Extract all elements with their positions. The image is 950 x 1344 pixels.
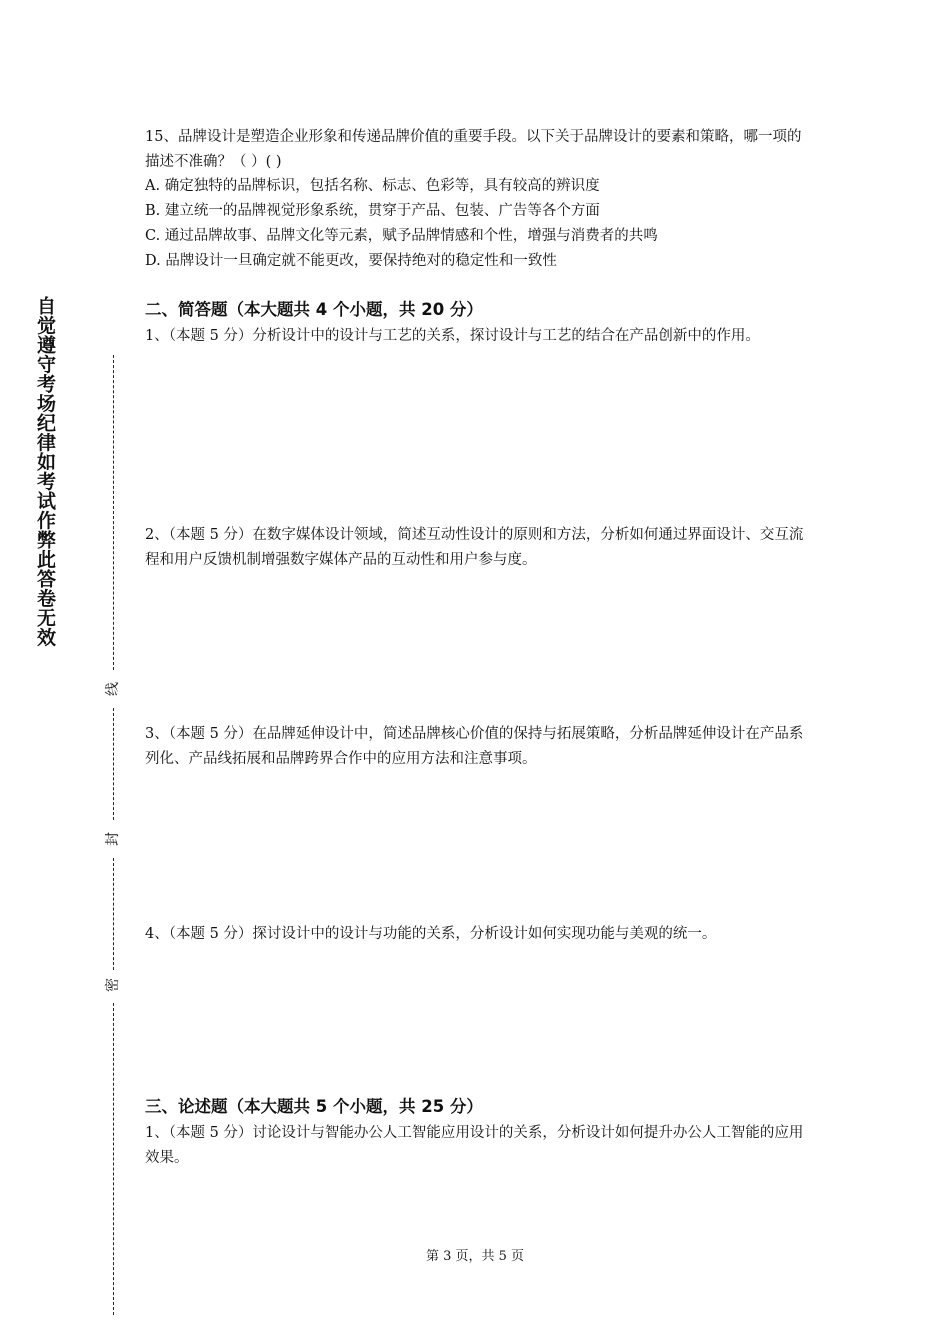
page-number: 第 3 页，共 5 页 xyxy=(425,1249,525,1264)
q15-option-a: A. 确定独特的品牌标识，包括名称、标志、色彩等，具有较高的辨识度 xyxy=(145,178,600,194)
exam-discipline-notice: 自觉遵守考场纪律如考试作弊此答卷无效 xyxy=(34,296,56,647)
seal-dashed-line xyxy=(113,355,114,670)
q15-stem: 15、品牌设计是塑造企业形象和传递品牌价值的重要手段。以下关于品牌设计的要素和策略，哪一项的描述不准确？（ ）( ) xyxy=(145,129,802,170)
section2-question-4: 4、（本题 5 分）探讨设计中的设计与功能的关系，分析设计如何实现功能与美观的统一。 xyxy=(145,926,717,942)
section2-heading: 二、简答题（本大题共 4 个小题，共 20 分） xyxy=(145,300,483,319)
q15-option-b: B. 建立统一的品牌视觉形象系统，贯穿于产品、包装、广告等各个方面 xyxy=(145,203,600,219)
section2-question-3: 3、（本题 5 分）在品牌延伸设计中，简述品牌核心价值的保持与拓展策略，分析品牌延伸设计在产品系列化、产品线拓展和品牌跨界合作中的应用方法和注意事项。 xyxy=(145,726,804,767)
section3-question-1: 1、（本题 5 分）讨论设计与智能办公人工智能应用设计的关系，分析设计如何提升办公人工智能的应用效果。 xyxy=(145,1125,804,1166)
seal-seal-char: 封 xyxy=(105,832,121,846)
seal-dashed-line xyxy=(113,708,114,820)
seal-dashed-line xyxy=(113,858,114,970)
seal-dashed-line xyxy=(113,1003,114,1315)
seal-secret-char: 密 xyxy=(105,978,121,992)
seal-line-char: 线 xyxy=(105,682,121,696)
q15-option-d: D. 品牌设计一旦确定就不能更改，要保持绝对的稳定性和一致性 xyxy=(145,253,557,269)
section2-question-2: 2、（本题 5 分）在数字媒体设计领域，简述互动性设计的原则和方法，分析如何通过界面设计、交互流程和用户反馈机制增强数字媒体产品的互动性和用户参与度。 xyxy=(145,527,804,568)
q15-option-c: C. 通过品牌故事、品牌文化等元素，赋予品牌情感和个性，增强与消费者的共鸣 xyxy=(145,228,658,244)
section2-question-1: 1、（本题 5 分）分析设计中的设计与工艺的关系，探讨设计与工艺的结合在产品创新中的作用。 xyxy=(145,328,760,344)
section3-heading: 三、论述题（本大题共 5 个小题，共 25 分） xyxy=(145,1097,483,1116)
